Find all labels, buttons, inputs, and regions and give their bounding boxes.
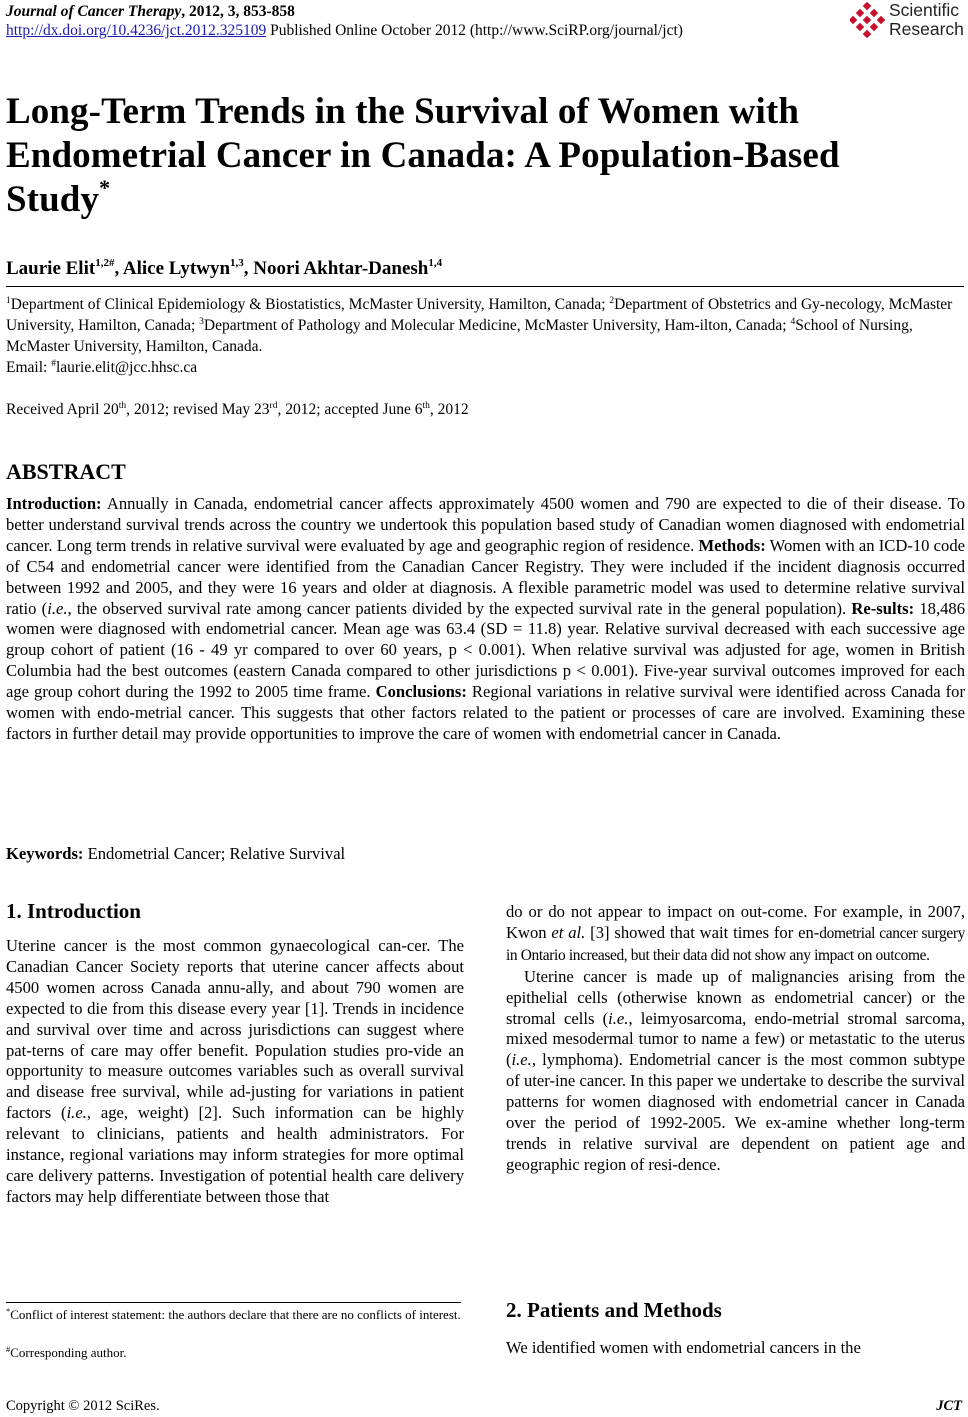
section-heading-methods: 2. Patients and Methods [506, 1298, 722, 1322]
section-heading-introduction: 1. Introduction [6, 899, 141, 923]
introduction-text: Uterine cancer is the most common gynaecological can-cer. The Canadian Cancer Society reports that uterine cancer affects about 4500 women across Canada annu-ally, and about 790 women are expected to die from this disease every year [1]. Trends in incidence and survival over time and across jurisdictions can suggest where pat-terns of care may offer benefit. Population studies pro-vide an opportunity to measure outcomes variables such as overall survival and disease free survival, while ad-justing for variations in patient factors (i.e., age, weight) [2]. Such information can be highly relevant to clinicians, patients and health administrators. For instance, regional variations may inform strategies for more optimal care delivery patterns. Investigation of potential health care delivery factors may help differentiate between those that [6, 936, 465, 1206]
doi-link[interactable]: http://dx.doi.org/10.4236/jct.2012.325109 [6, 22, 267, 39]
journal-abbreviation: JCT [936, 1398, 962, 1414]
abstract-body: Introduction: Annually in Canada, endometrial cancer affects approximately 4500 women and 790 are expected to die of their disease. To better understand survival trends across the country we undertook this population based study of Canadian women diagnosed with endometrial cancer. Long term trends in relative survival were evaluated by age and geographic region of residence. Methods: Women with an ICD-10 code of C54 and endometrial cancer were identified from the Canadian Cancer Registry. They were included if the incident diagnosis occurred between 1992 and 2005, and they were 16 years and older at diagnosis. A flexible parametric model was used to determine relative survival ratio (i.e., the observed survival rate among cancer patients divided by the expected survival rate in the general population). Re-sults: 18,486 women were diagnosed with endometrial cancer. Mean age was 63.4 (SD = 11.8) year. Relative survival decreased with each successive age group cohort of patient (16 - 49 yr compared to over 60 years, p < 0.001). When relative survival was adjusted for age, women in British Columbia had the best outcomes (eastern Canada compared to other jurisdictions p < 0.001). Five-year survival outcomes improved for each age group cohort during the 1992 to 2005 time frame. Conclusions: Regional variations in relative survival were identified across Canada for women with endo-metrial cancer. This suggests that other factors related to the patient or processes of care are involved. Examining these factors in further detail may provide opportunities to improve the care of women with endometrial cancer in Canada. [6, 494, 965, 743]
title-divider [6, 286, 964, 287]
journal-name: Journal of Cancer Therapy [6, 3, 182, 20]
footnote-divider [6, 1302, 461, 1303]
journal-volume: , 2012, 3, 853-858 [181, 3, 295, 20]
logo-text: Scientific Research [889, 0, 964, 39]
copyright: Copyright © 2012 SciRes. [6, 1398, 160, 1414]
scirp-logo-icon [850, 2, 886, 38]
methods-text: We identified women with endometrial cancers in the [506, 1338, 861, 1357]
column-2-text: do or do not appear to impact on out-come. For example, in 2007, Kwon et al. [3] showed that wait times for en-dometrial cancer surgery in Ontario increased, but their data did not show any impact on outcome. Uterine cancer is made up of malignancies arising from the epithelial cells (otherwise known as endometrial cancer) or the stromal cells (i.e., leimyosarcoma, endo-metrial stromal sarcoma, mixed mesodermal tumor to name a few) or metastatic to the uterus (i.e., lymphoma). Endometrial cancer is the most common subtype of uter-ine cancer. In this paper we undertake to describe the survival patterns for women diagnosed with endometrial cancer in Canada over the period of 1992-2005. We ex-amine whether long-term trends in relative survival are dependent on patient age and geographic region of resi-dence. [506, 902, 965, 1174]
paper-title: Long-Term Trends in the Survival of Women with Endometrial Cancer in Canada: A Population-Based Study* [6, 91, 840, 220]
footnote-corresponding: #Corresponding author. [6, 1344, 127, 1360]
journal-header [6, 2, 683, 40]
author-list: Laurie Elit$^{1,2\#}$, Alice Lytwyn$^{1,3}$, Noori Akhtar-Danesh$^{1,4}$ [6, 257, 443, 279]
publisher-logo [850, 2, 968, 42]
abstract-heading: ABSTRACT [6, 459, 126, 484]
affiliations: $^1$Department of Clinical Epidemiology & Biostatistics, McMaster University, Hamilton, Canada; $^2$Department of Obstetrics and Gy-necology, McMaster University, Hamilton, Canada; $^3$Department of Pathology and Molecular Medicine, McMaster University, Ham-ilton, Canada; $^4$School of Nursing, McMaster University, Hamilton, Canada. [6, 296, 953, 355]
publication-info: Published Online October 2012 (http://www.SciRP.org/journal/jct) [266, 22, 683, 39]
received-dates: Received April 20th, 2012; revised May 23rd, 2012; accepted June 6th, 2012 [6, 401, 469, 418]
keywords: Keywords: Endometrial Cancer; Relative Survival [6, 844, 346, 863]
contact-email: Email: #laurie.elit@jcc.hhsc.ca [6, 359, 198, 376]
footnote-conflict: *Conflict of interest statement: the authors declare that there are no conflicts of interest. [6, 1306, 461, 1322]
